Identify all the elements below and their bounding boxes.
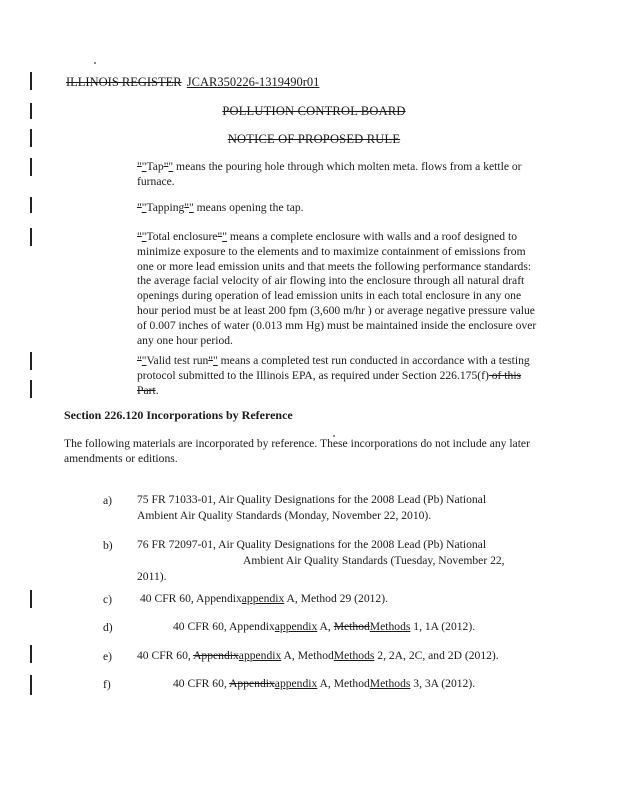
item-b: 76 FR 72097-01, Air Quality Designations for the 2008 Lead (Pb) National Ambient Air Quality Standards (Tuesday, November 22, 2011). (137, 538, 505, 583)
item-label-b: b) (103, 539, 113, 552)
definition-valid-test-run: ""Valid test run"" means a completed test run conducted in accordance with a testing protocol submitted to the Illinois EPA, as required under Section 226.175(f) of this Part. (137, 354, 530, 397)
definition-tap: ""Tap"" means the pouring hole through which molten meta. flows from a kettle or furnace. (137, 160, 522, 188)
definition-tapping: ""Tapping"" means opening the tap. (137, 201, 304, 214)
item-label-a: a) (103, 494, 113, 507)
revision-bar (30, 228, 32, 246)
revision-bar (30, 380, 32, 398)
revision-bar (30, 645, 32, 663)
definition-total-enclosure: ""Total enclosure"" means a complete enclosure with walls and a roof designed to minimize exposure to the elements and to maximize containment of emissions from one or more lead emission units and that meets the following performance standards: the average facial velocity of air flowing into the enclosure through all natural draft openings during operation of lead emission units in each total enclosure in any one hour period must be at least 200 fpm (3,600 m/hr ) or average negative pressure value of 0.007 inches of water (0.013 mm Hg) must be maintained inside the enclosure over any one hour period. (137, 230, 537, 347)
scan-speck (94, 62, 96, 64)
item-c: 40 CFR 60, Appendixappendix A, Method 29 (2012). (140, 592, 388, 605)
revision-bar (30, 352, 32, 370)
item-f: 40 CFR 60, Appendixappendix A, MethodMethods 3, 3A (2012). (173, 677, 476, 690)
revision-bar (30, 197, 32, 213)
section-intro: The following materials are incorporated by reference. These incorporations do not include any later amendments or editions. (64, 437, 530, 465)
revision-bar (30, 158, 32, 176)
register-header (66, 75, 319, 90)
revision-bar (30, 675, 32, 695)
item-label-f: f) (103, 678, 111, 691)
jcar-number: JCAR350226-1319490r01 (186, 75, 320, 89)
item-d: 40 CFR 60, Appendixappendix A, MethodMethods 1, 1A (2012). (173, 620, 476, 633)
item-a: 75 FR 71033-01, Air Quality Designations for the 2008 Lead (Pb) National Ambient Air Quality Standards (Monday, November 22, 2010). (137, 493, 487, 522)
item-label-e: e) (103, 650, 113, 663)
revision-bar (30, 590, 32, 608)
revision-bar (30, 72, 32, 90)
board-title: POLLUTION CONTROL BOARD (222, 104, 406, 118)
register-title: ILLINOIS REGISTER (66, 75, 182, 89)
item-label-d: d) (103, 621, 113, 634)
item-label-c: c) (103, 593, 113, 606)
notice-title: NOTICE OF PROPOSED RULE (227, 132, 401, 146)
item-e: 40 CFR 60, Appendixappendix A, MethodMethods 2, 2A, 2C, and 2D (2012). (137, 649, 499, 662)
section-heading: Section 226.120 Incorporations by Reference (64, 408, 293, 422)
